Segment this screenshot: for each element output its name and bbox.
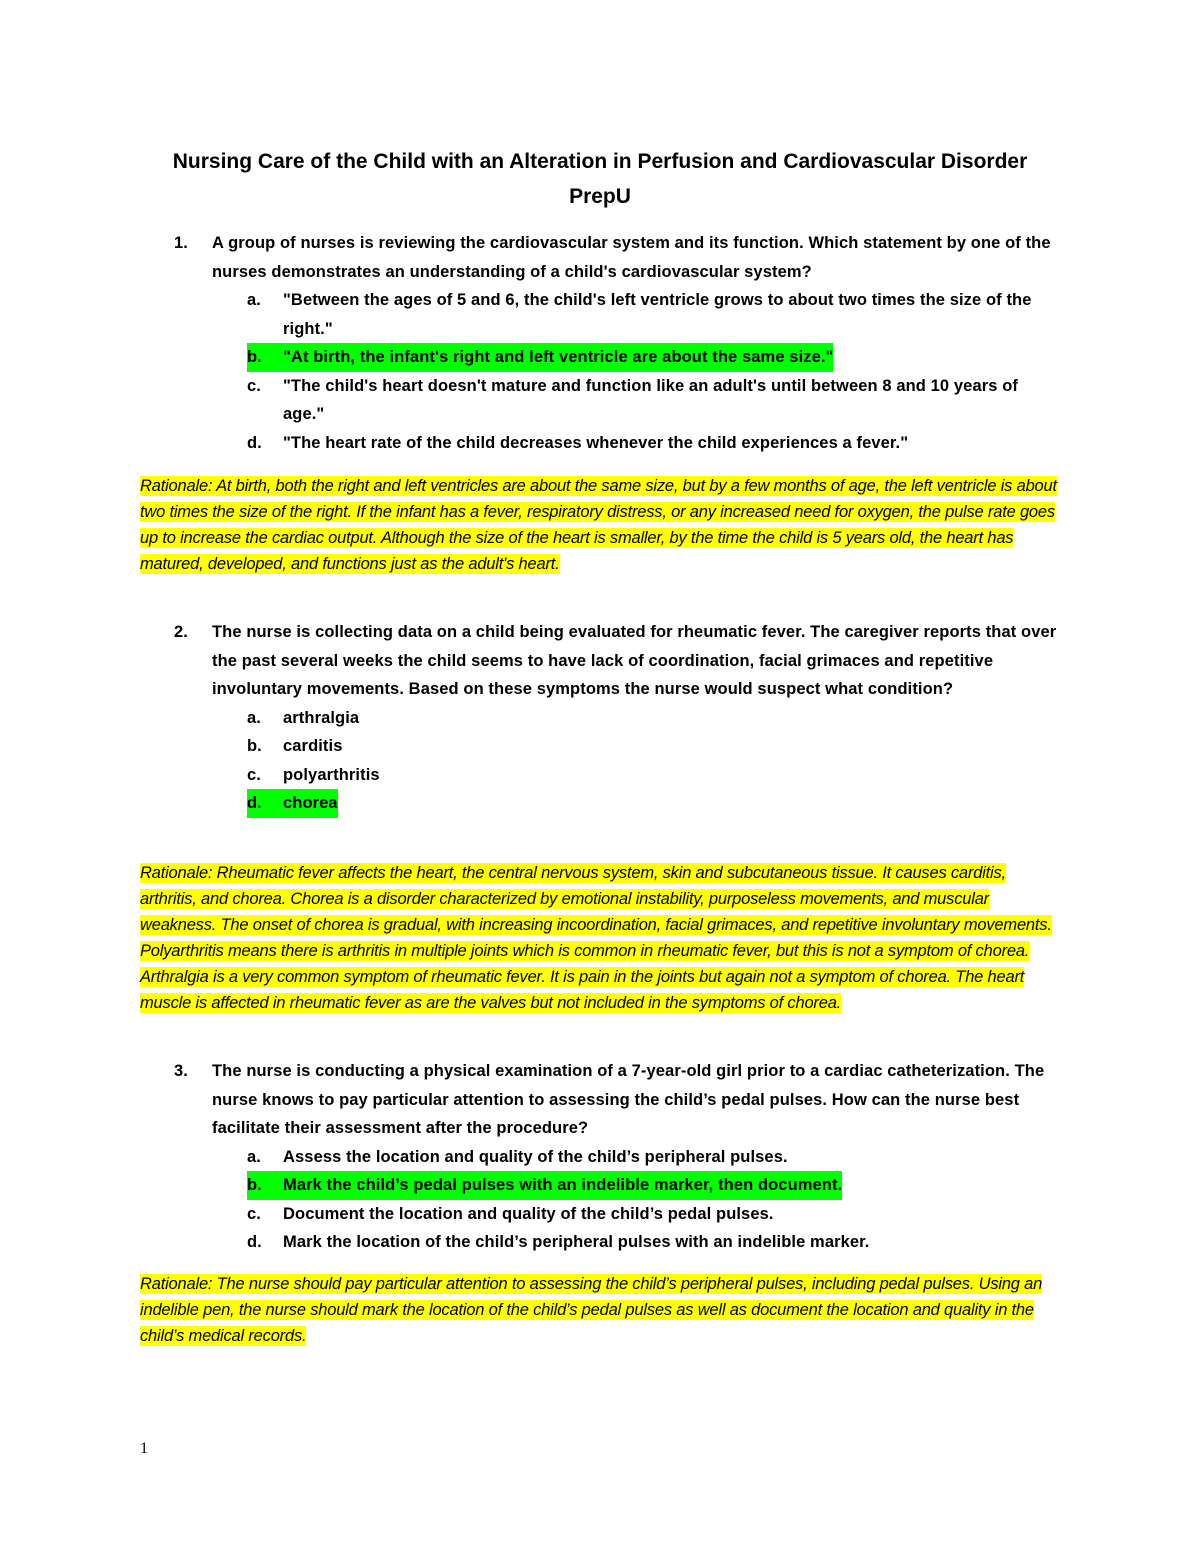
question-text: The nurse is collecting data on a child being evaluated for rheumatic fever. The caregiver reports that over the past several weeks the child seems to have lack of coordination, facial grimaces and repetitive involuntary movements. Based on these symptoms the nurse would suspect what condition?	[212, 623, 1057, 698]
question-number: 2.	[174, 623, 188, 641]
question-text: The nurse is conducting a physical examination of a 7-year-old girl prior to a cardiac catheterization. The nurse knows to pay particular attention to assessing the child’s pedal pulses. How can the nurse best facilitate their assessment after the procedure?	[212, 1062, 1045, 1137]
option-letter: d.	[247, 433, 262, 452]
option-letter: c.	[247, 765, 261, 784]
option-letter: a.	[247, 1147, 261, 1166]
option-d	[247, 429, 1074, 458]
option-letter: c.	[247, 376, 261, 395]
option-c	[247, 372, 1074, 429]
option-text: Assess the location and quality of the child’s peripheral pulses.	[283, 1147, 788, 1166]
answer-options	[174, 286, 1074, 457]
option-letter: b.	[247, 1171, 283, 1200]
option-letter: a.	[247, 291, 261, 309]
rationale-2: Rationale: Rheumatic fever affects the heart, the central nervous system, skin and subcutaneous tissue. It causes carditis, arthritis, and chorea. Chorea is a disorder characterized by emotional instability, purposeless movements, and muscular weakness. The onset of chorea is gradual, with increasing incoordination, facial grimaces, and repetitive involuntary movements. Polyarthritis means there is arthritis in multiple joints which is common in rheumatic fever, but this is not a symptom of chorea. Arthralgia is a very common symptom of rheumatic fever. It is pain in the joints but again not a symptom of chorea. The heart muscle is affected in rheumatic fever as are the valves but not included in the symptoms of chorea.	[140, 864, 1052, 1012]
option-text: "At birth, the infant's right and left ventricle are about the same size."	[283, 343, 863, 372]
option-a	[247, 286, 1074, 343]
option-b	[247, 732, 1074, 761]
page-title: Nursing Care of the Child with an Alteration in Perfusion and Cardiovascular Disorder PrepU	[172, 150, 1028, 208]
option-b-correct	[247, 1171, 1074, 1200]
option-text: "The child's heart doesn't mature and function like an adult's until between 8 and 10 years of age."	[283, 376, 1018, 423]
rationale-1: Rationale: At birth, both the right and left ventricles are about the same size, but by a few months of age, the left ventricle is about two times the size of the right. If the infant has a fever, respiratory distress, or any increased need for oxygen, the pulse rate goes up to increase the cardiac output. Although the size of the heart is smaller, by the time the child is 5 years old, the heart has matured, developed, and functions just as the adult's heart.	[140, 477, 1057, 573]
option-text: Document the location and quality of the child’s pedal pulses.	[283, 1204, 774, 1223]
option-text: Mark the location of the child’s peripheral pulses with an indelible marker.	[283, 1233, 870, 1251]
question-1	[174, 229, 1074, 457]
option-letter: b.	[247, 343, 283, 372]
answer-options	[174, 1143, 1074, 1257]
option-d	[247, 1228, 1074, 1257]
option-text: chorea	[283, 789, 368, 818]
answer-options	[174, 704, 1074, 818]
option-text: polyarthritis	[283, 765, 380, 784]
option-c	[247, 761, 1074, 790]
option-text: arthralgia	[283, 708, 360, 727]
option-text: carditis	[283, 737, 343, 755]
question-2	[174, 618, 1074, 818]
option-a	[247, 704, 1074, 733]
option-d-correct	[247, 789, 1074, 818]
rationale-3: Rationale: The nurse should pay particular attention to assessing the child’s peripheral pulses, including pedal pulses. Using an indelible pen, the nurse should mark the location of the child’s pedal pulses as well as document the location and quality in the child’s medical records.	[140, 1275, 1043, 1345]
option-a	[247, 1143, 1074, 1172]
question-text: A group of nurses is reviewing the cardiovascular system and its function. Which statement by one of the nurses demonstrates an understanding of a child's cardiovascular system?	[212, 234, 1051, 281]
option-letter: b.	[247, 737, 262, 755]
question-number: 1.	[174, 234, 188, 252]
option-letter: a.	[247, 708, 261, 727]
question-3	[174, 1057, 1074, 1257]
option-letter: d.	[247, 789, 283, 818]
option-c	[247, 1200, 1074, 1229]
page-number: 1	[140, 1440, 148, 1457]
option-b-correct	[247, 343, 1074, 372]
option-letter: d.	[247, 1233, 262, 1251]
option-text: Mark the child’s pedal pulses with an indelible marker, then document.	[283, 1171, 872, 1200]
question-number: 3.	[174, 1062, 188, 1080]
option-letter: c.	[247, 1204, 261, 1223]
option-text: "The heart rate of the child decreases whenever the child experiences a fever."	[283, 433, 909, 452]
option-text: "Between the ages of 5 and 6, the child's left ventricle grows to about two times the size of the right."	[283, 291, 1032, 338]
